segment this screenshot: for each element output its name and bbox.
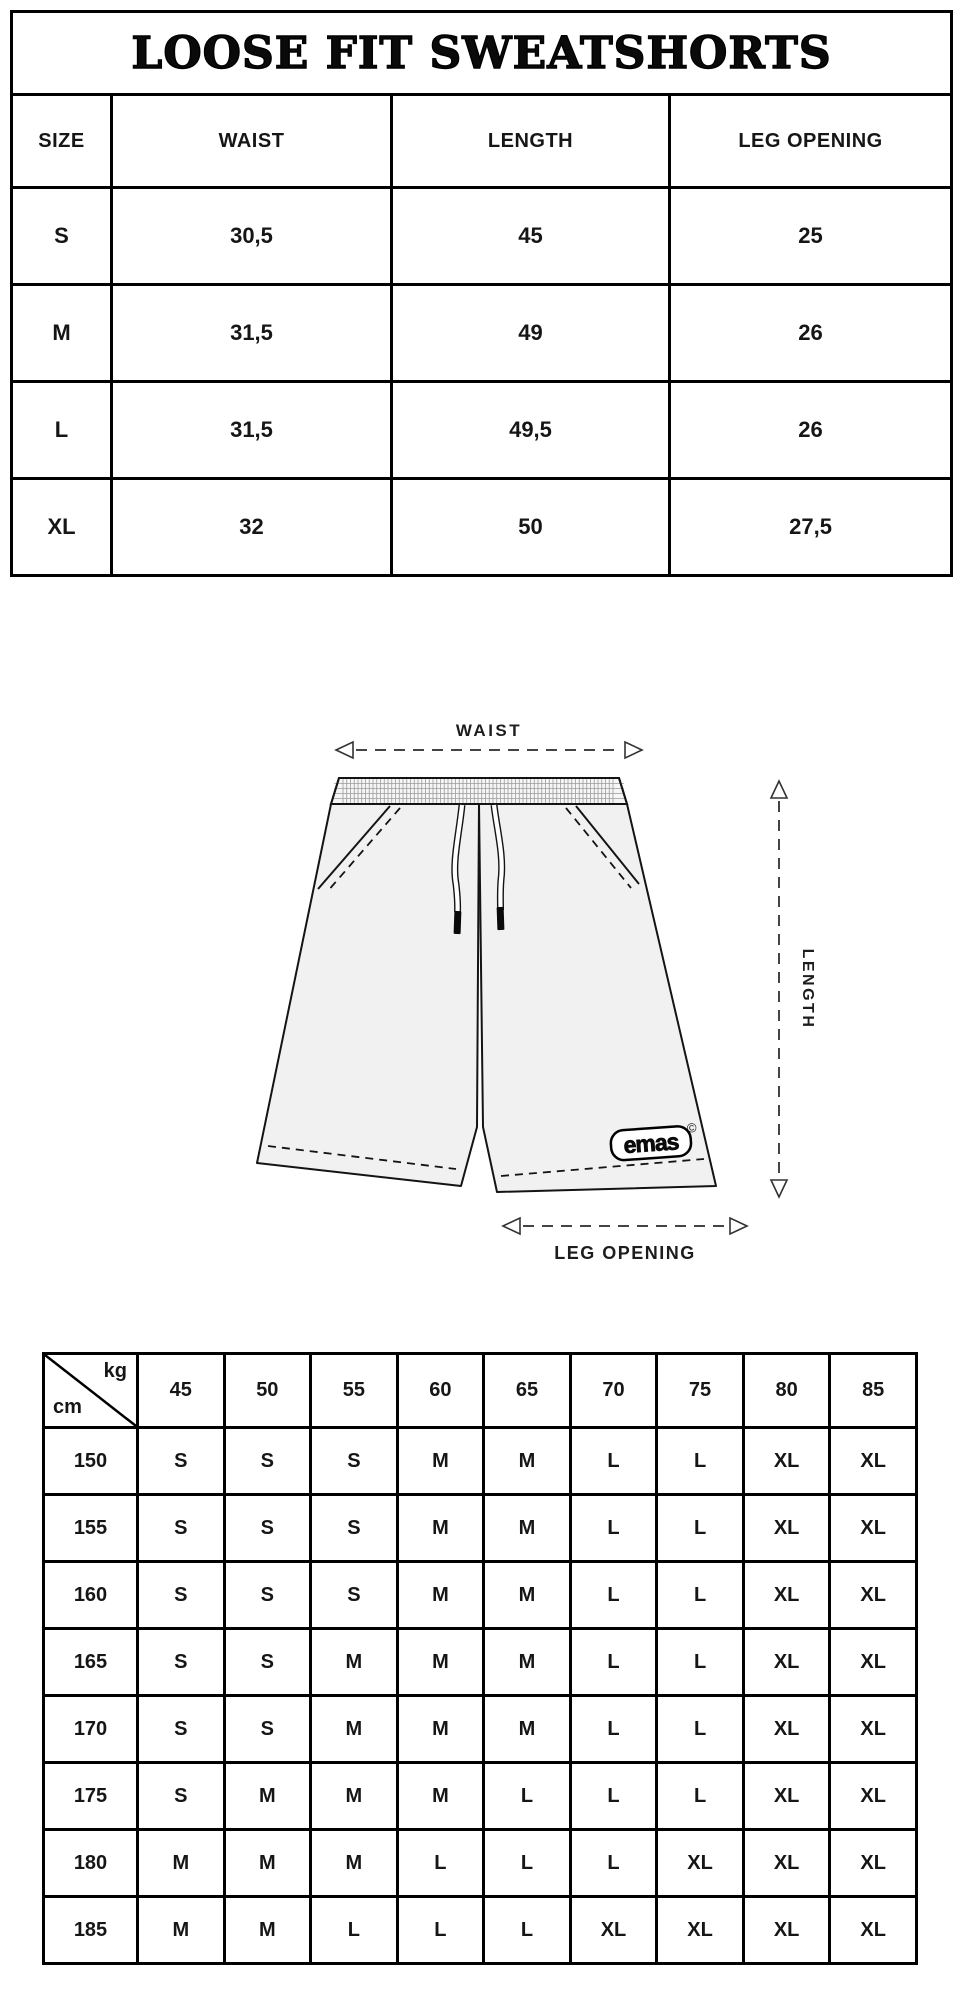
leg-opening-value: 27,5 (670, 479, 952, 576)
recommended-size-cell: S (224, 1428, 311, 1495)
recommended-size-cell: M (311, 1763, 398, 1830)
arrow-left-icon (336, 742, 353, 758)
recommended-size-cell: M (484, 1428, 571, 1495)
size-matrix-table (42, 1352, 918, 1965)
recommended-size-cell: S (138, 1763, 225, 1830)
length-value: 49,5 (392, 382, 670, 479)
matrix-corner-cell (44, 1354, 138, 1428)
arrow-down-icon (771, 1180, 787, 1197)
recommended-size-cell: L (484, 1897, 571, 1964)
recommended-size-cell: XL (830, 1629, 917, 1696)
size-label: L (12, 382, 112, 479)
recommended-size-cell: S (224, 1495, 311, 1562)
height-header-cell: 150 (44, 1428, 138, 1495)
size-label: S (12, 188, 112, 285)
recommended-size-cell: L (484, 1763, 571, 1830)
recommended-size-cell: XL (830, 1696, 917, 1763)
recommended-size-cell: XL (830, 1562, 917, 1629)
recommended-size-cell: M (138, 1830, 225, 1897)
recommended-size-cell: M (138, 1897, 225, 1964)
height-header-cell: 165 (44, 1629, 138, 1696)
waist-value: 31,5 (112, 382, 392, 479)
height-header-cell: 180 (44, 1830, 138, 1897)
table-row (12, 479, 952, 576)
waist-value: 31,5 (112, 285, 392, 382)
recommended-size-cell: M (224, 1897, 311, 1964)
matrix-header-row (44, 1354, 917, 1428)
recommended-size-cell: L (570, 1763, 657, 1830)
recommended-size-cell: L (311, 1897, 398, 1964)
length-dimension-label: LENGTH (799, 948, 816, 1030)
recommended-size-cell: L (657, 1428, 744, 1495)
recommended-size-cell: L (570, 1629, 657, 1696)
length-arrow (771, 781, 787, 1197)
leg-opening-value: 26 (670, 285, 952, 382)
recommended-size-cell: M (311, 1629, 398, 1696)
recommended-size-cell: M (397, 1696, 484, 1763)
recommended-size-cell: M (311, 1830, 398, 1897)
recommended-size-cell: M (484, 1495, 571, 1562)
recommended-size-cell: XL (830, 1495, 917, 1562)
left-leg (257, 804, 479, 1186)
recommended-size-cell: L (657, 1696, 744, 1763)
recommended-size-cell: XL (743, 1763, 830, 1830)
recommended-size-cell: L (657, 1629, 744, 1696)
weight-header-cell: 65 (484, 1354, 571, 1428)
matrix-row (44, 1428, 917, 1495)
height-header-cell: 170 (44, 1696, 138, 1763)
title-row (12, 12, 952, 95)
col-header-length: LENGTH (392, 95, 670, 188)
arrow-up-icon (771, 781, 787, 798)
recommended-size-cell: M (484, 1562, 571, 1629)
height-unit-label: cm (53, 1396, 82, 1418)
recommended-size-cell: L (570, 1562, 657, 1629)
weight-header-cell: 85 (830, 1354, 917, 1428)
recommended-size-cell: M (484, 1696, 571, 1763)
recommended-size-cell: M (224, 1763, 311, 1830)
recommended-size-cell: L (397, 1830, 484, 1897)
recommended-size-cell: L (657, 1763, 744, 1830)
recommended-size-cell: XL (830, 1897, 917, 1964)
matrix-row (44, 1495, 917, 1562)
recommended-size-cell: XL (743, 1696, 830, 1763)
recommended-size-cell: L (657, 1562, 744, 1629)
weight-header-cell: 55 (311, 1354, 398, 1428)
recommended-size-cell: L (570, 1495, 657, 1562)
recommended-size-cell: M (397, 1629, 484, 1696)
measurement-table (10, 10, 953, 577)
leg-opening-dimension-label: LEG OPENING (554, 1243, 696, 1263)
height-header-cell: 155 (44, 1495, 138, 1562)
weight-header-cell: 50 (224, 1354, 311, 1428)
size-label: M (12, 285, 112, 382)
leg-opening-value: 25 (670, 188, 952, 285)
recommended-size-cell: M (397, 1562, 484, 1629)
arrow-right-icon (730, 1218, 747, 1234)
recommended-size-cell: M (484, 1629, 571, 1696)
header-row (12, 95, 952, 188)
recommended-size-cell: S (138, 1562, 225, 1629)
col-header-size: SIZE (12, 95, 112, 188)
weight-unit-label: kg (103, 1360, 127, 1382)
matrix-row (44, 1629, 917, 1696)
recommended-size-cell: L (484, 1830, 571, 1897)
recommended-size-cell: XL (743, 1495, 830, 1562)
col-header-leg-opening: LEG OPENING (670, 95, 952, 188)
waist-dimension-label: WAIST (455, 721, 523, 740)
waist-value: 32 (112, 479, 392, 576)
recommended-size-cell: M (397, 1428, 484, 1495)
height-header-cell: 175 (44, 1763, 138, 1830)
drawstring-tip (497, 907, 505, 930)
recommended-size-cell: S (224, 1562, 311, 1629)
col-header-waist: WAIST (112, 95, 392, 188)
height-header-cell: 185 (44, 1897, 138, 1964)
arrow-left-icon (503, 1218, 520, 1234)
matrix-row (44, 1897, 917, 1964)
table-row (12, 188, 952, 285)
recommended-size-cell: XL (743, 1629, 830, 1696)
matrix-row (44, 1830, 917, 1897)
recommended-size-cell: XL (657, 1897, 744, 1964)
table-row (12, 382, 952, 479)
recommended-size-cell: L (570, 1696, 657, 1763)
recommended-size-cell: L (570, 1428, 657, 1495)
length-value: 49 (392, 285, 670, 382)
drawstring-tip (454, 911, 462, 934)
recommended-size-cell: S (311, 1495, 398, 1562)
recommended-size-cell: XL (830, 1763, 917, 1830)
page-title: LOOSE FIT SWEATSHORTS (12, 12, 952, 95)
weight-header-cell: 80 (743, 1354, 830, 1428)
recommended-size-cell: XL (830, 1428, 917, 1495)
length-value: 45 (392, 188, 670, 285)
matrix-row (44, 1562, 917, 1629)
recommended-size-cell: L (397, 1897, 484, 1964)
waist-arrow (336, 742, 642, 758)
recommended-size-cell: S (138, 1629, 225, 1696)
recommended-size-cell: M (397, 1763, 484, 1830)
brand-name: emas (622, 1128, 680, 1159)
arrow-right-icon (625, 742, 642, 758)
recommended-size-cell: XL (743, 1562, 830, 1629)
recommended-size-cell: S (138, 1428, 225, 1495)
matrix-row (44, 1696, 917, 1763)
recommended-size-cell: XL (743, 1897, 830, 1964)
shorts-diagram (0, 700, 960, 1280)
weight-header-cell: 75 (657, 1354, 744, 1428)
size-matrix-body (44, 1428, 917, 1964)
table-row (12, 285, 952, 382)
weight-header-cell: 45 (138, 1354, 225, 1428)
recommended-size-cell: XL (743, 1428, 830, 1495)
recommended-size-cell: XL (830, 1830, 917, 1897)
recommended-size-cell: XL (657, 1830, 744, 1897)
weight-header-cell: 60 (397, 1354, 484, 1428)
recommended-size-cell: S (224, 1696, 311, 1763)
length-value: 50 (392, 479, 670, 576)
recommended-size-cell: XL (570, 1897, 657, 1964)
leg-opening-arrow (503, 1218, 747, 1234)
recommended-size-cell: M (224, 1830, 311, 1897)
recommended-size-cell: L (570, 1830, 657, 1897)
recommended-size-cell: L (657, 1495, 744, 1562)
leg-opening-value: 26 (670, 382, 952, 479)
recommended-size-cell: S (138, 1495, 225, 1562)
waist-value: 30,5 (112, 188, 392, 285)
matrix-row (44, 1763, 917, 1830)
recommended-size-cell: M (397, 1495, 484, 1562)
recommended-size-cell: XL (743, 1830, 830, 1897)
recommended-size-cell: S (311, 1562, 398, 1629)
copyright-mark-icon: © (686, 1120, 698, 1136)
recommended-size-cell: S (224, 1629, 311, 1696)
size-label: XL (12, 479, 112, 576)
recommended-size-cell: S (138, 1696, 225, 1763)
height-header-cell: 160 (44, 1562, 138, 1629)
recommended-size-cell: S (311, 1428, 398, 1495)
weight-header-cell: 70 (570, 1354, 657, 1428)
recommended-size-cell: M (311, 1696, 398, 1763)
